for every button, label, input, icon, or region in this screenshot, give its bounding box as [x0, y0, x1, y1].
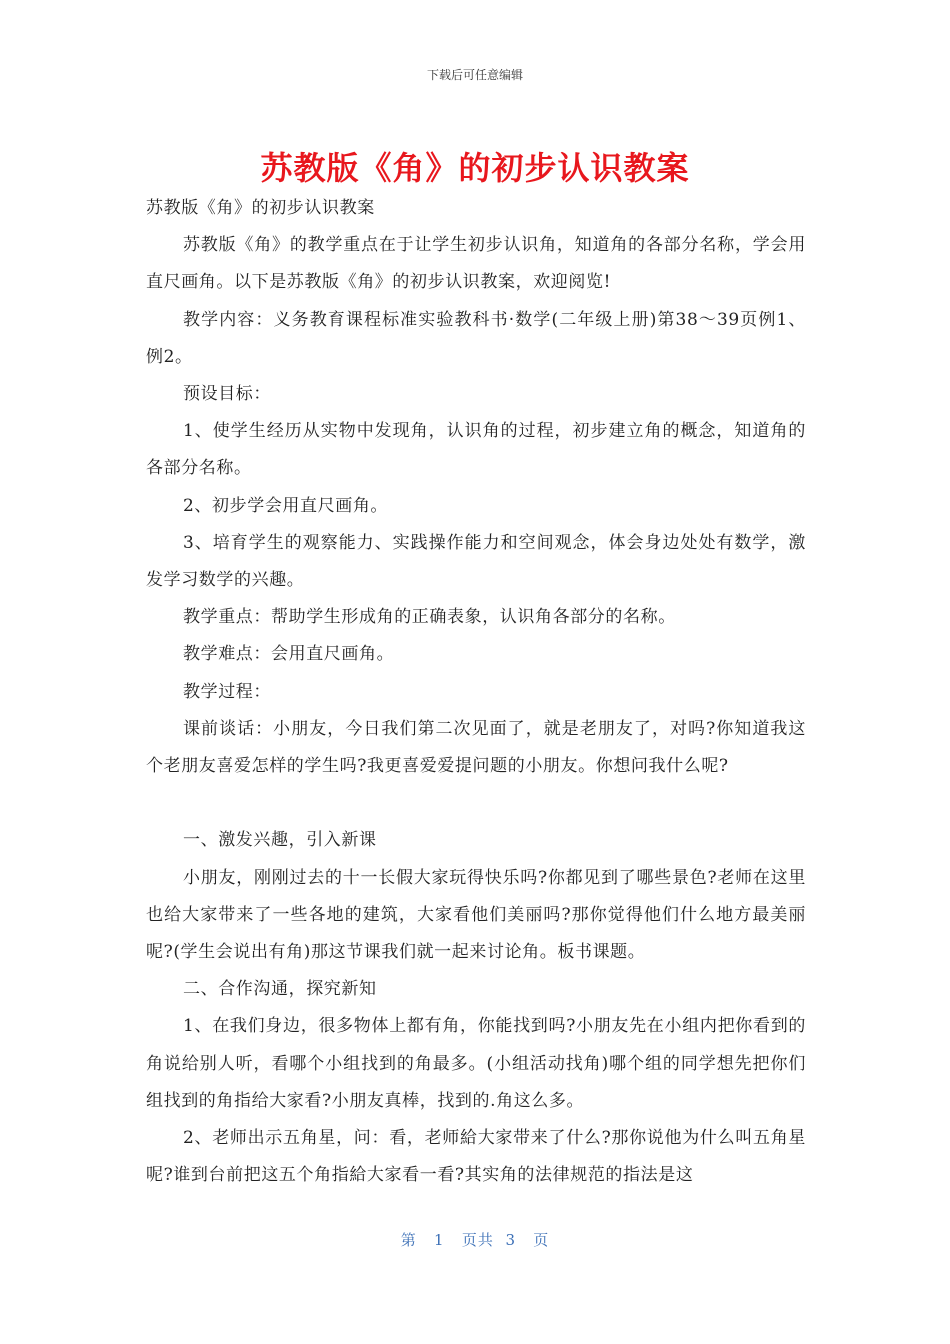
blank-line	[146, 785, 806, 822]
document-title: 苏教版《角》的初步认识教案	[260, 149, 690, 187]
paragraph: 1、在我们身边，很多物体上都有角，你能找到吗?小朋友先在小组内把你看到的角说给别人听，看哪个小组找到的角最多。(小组活动找角)哪个组的同学想先把你们组找到的角指给大家看?小朋友真棒，找到的.角这么多。	[146, 1016, 806, 1111]
paragraph-subtitle: 苏教版《角》的初步认识教案	[146, 198, 375, 218]
paragraph: 教学过程：	[183, 681, 271, 702]
header-note: 下载后可任意编辑	[426, 68, 523, 82]
paragraph: 小朋友，刚刚过去的十一长假大家玩得快乐吗?你都见到了哪些景色?老师在这里也给大家带来了一些各地的建筑，大家看他们美丽吗?那你觉得他们什么地方最美丽呢?(学生会说出有角)那这节课我们就一起来讨论角。板书课题。	[146, 867, 806, 963]
footer-prefix: 第	[400, 1231, 417, 1249]
paragraph: 3、培育学生的观察能力、实践操作能力和空间观念，体会身边处处有数学，激发学习数学的兴趣。	[146, 532, 806, 591]
footer-suffix: 页	[533, 1231, 550, 1249]
paragraph: 预设目标：	[183, 384, 271, 405]
paragraph: 2、老师出示五角星，问：看，老师給大家带来了什么?那你说他为什么叫五角星呢?谁到台前把这五个角指給大家看一看?其实角的法律规范的指法是这	[146, 1128, 806, 1186]
footer-page-current: 1	[434, 1231, 445, 1249]
paragraph: 2、初步学会用直尺画角。	[183, 495, 389, 516]
section-heading: 一、激发兴趣，引入新课	[183, 830, 377, 851]
paragraph: 苏教版《角》的教学重点在于让学生初步认识角，知道角的各部分名称，学会用直尺画角。以下是苏教版《角》的初步认识教案，欢迎阅览!	[146, 235, 806, 293]
paragraph: 1、使学生经历从实物中发现角，认识角的过程，初步建立角的概念，知道角的各部分名称。	[146, 421, 806, 479]
section-heading: 二、合作沟通，探究新知	[183, 979, 377, 1000]
paragraph: 教学内容：义务教育课程标准实验教科书·数学(二年级上册)第38～39页例1、例2。	[146, 309, 806, 367]
footer-middle: 页共	[461, 1231, 494, 1249]
footer-page-total: 3	[505, 1231, 516, 1249]
document-body	[146, 190, 806, 1194]
paragraph: 教学重点：帮助学生形成角的正确表象，认识角各部分的名称。	[183, 607, 676, 628]
paragraph: 教学难点：会用直尺画角。	[183, 644, 395, 665]
page-footer	[0, 1229, 950, 1250]
paragraph: 课前谈话：小朋友，今日我们第二次见面了，就是老朋友了，对吗?你知道我这个老朋友喜爱怎样的学生吗?我更喜爱爱提问题的小朋友。你想问我什么呢?	[146, 718, 806, 777]
